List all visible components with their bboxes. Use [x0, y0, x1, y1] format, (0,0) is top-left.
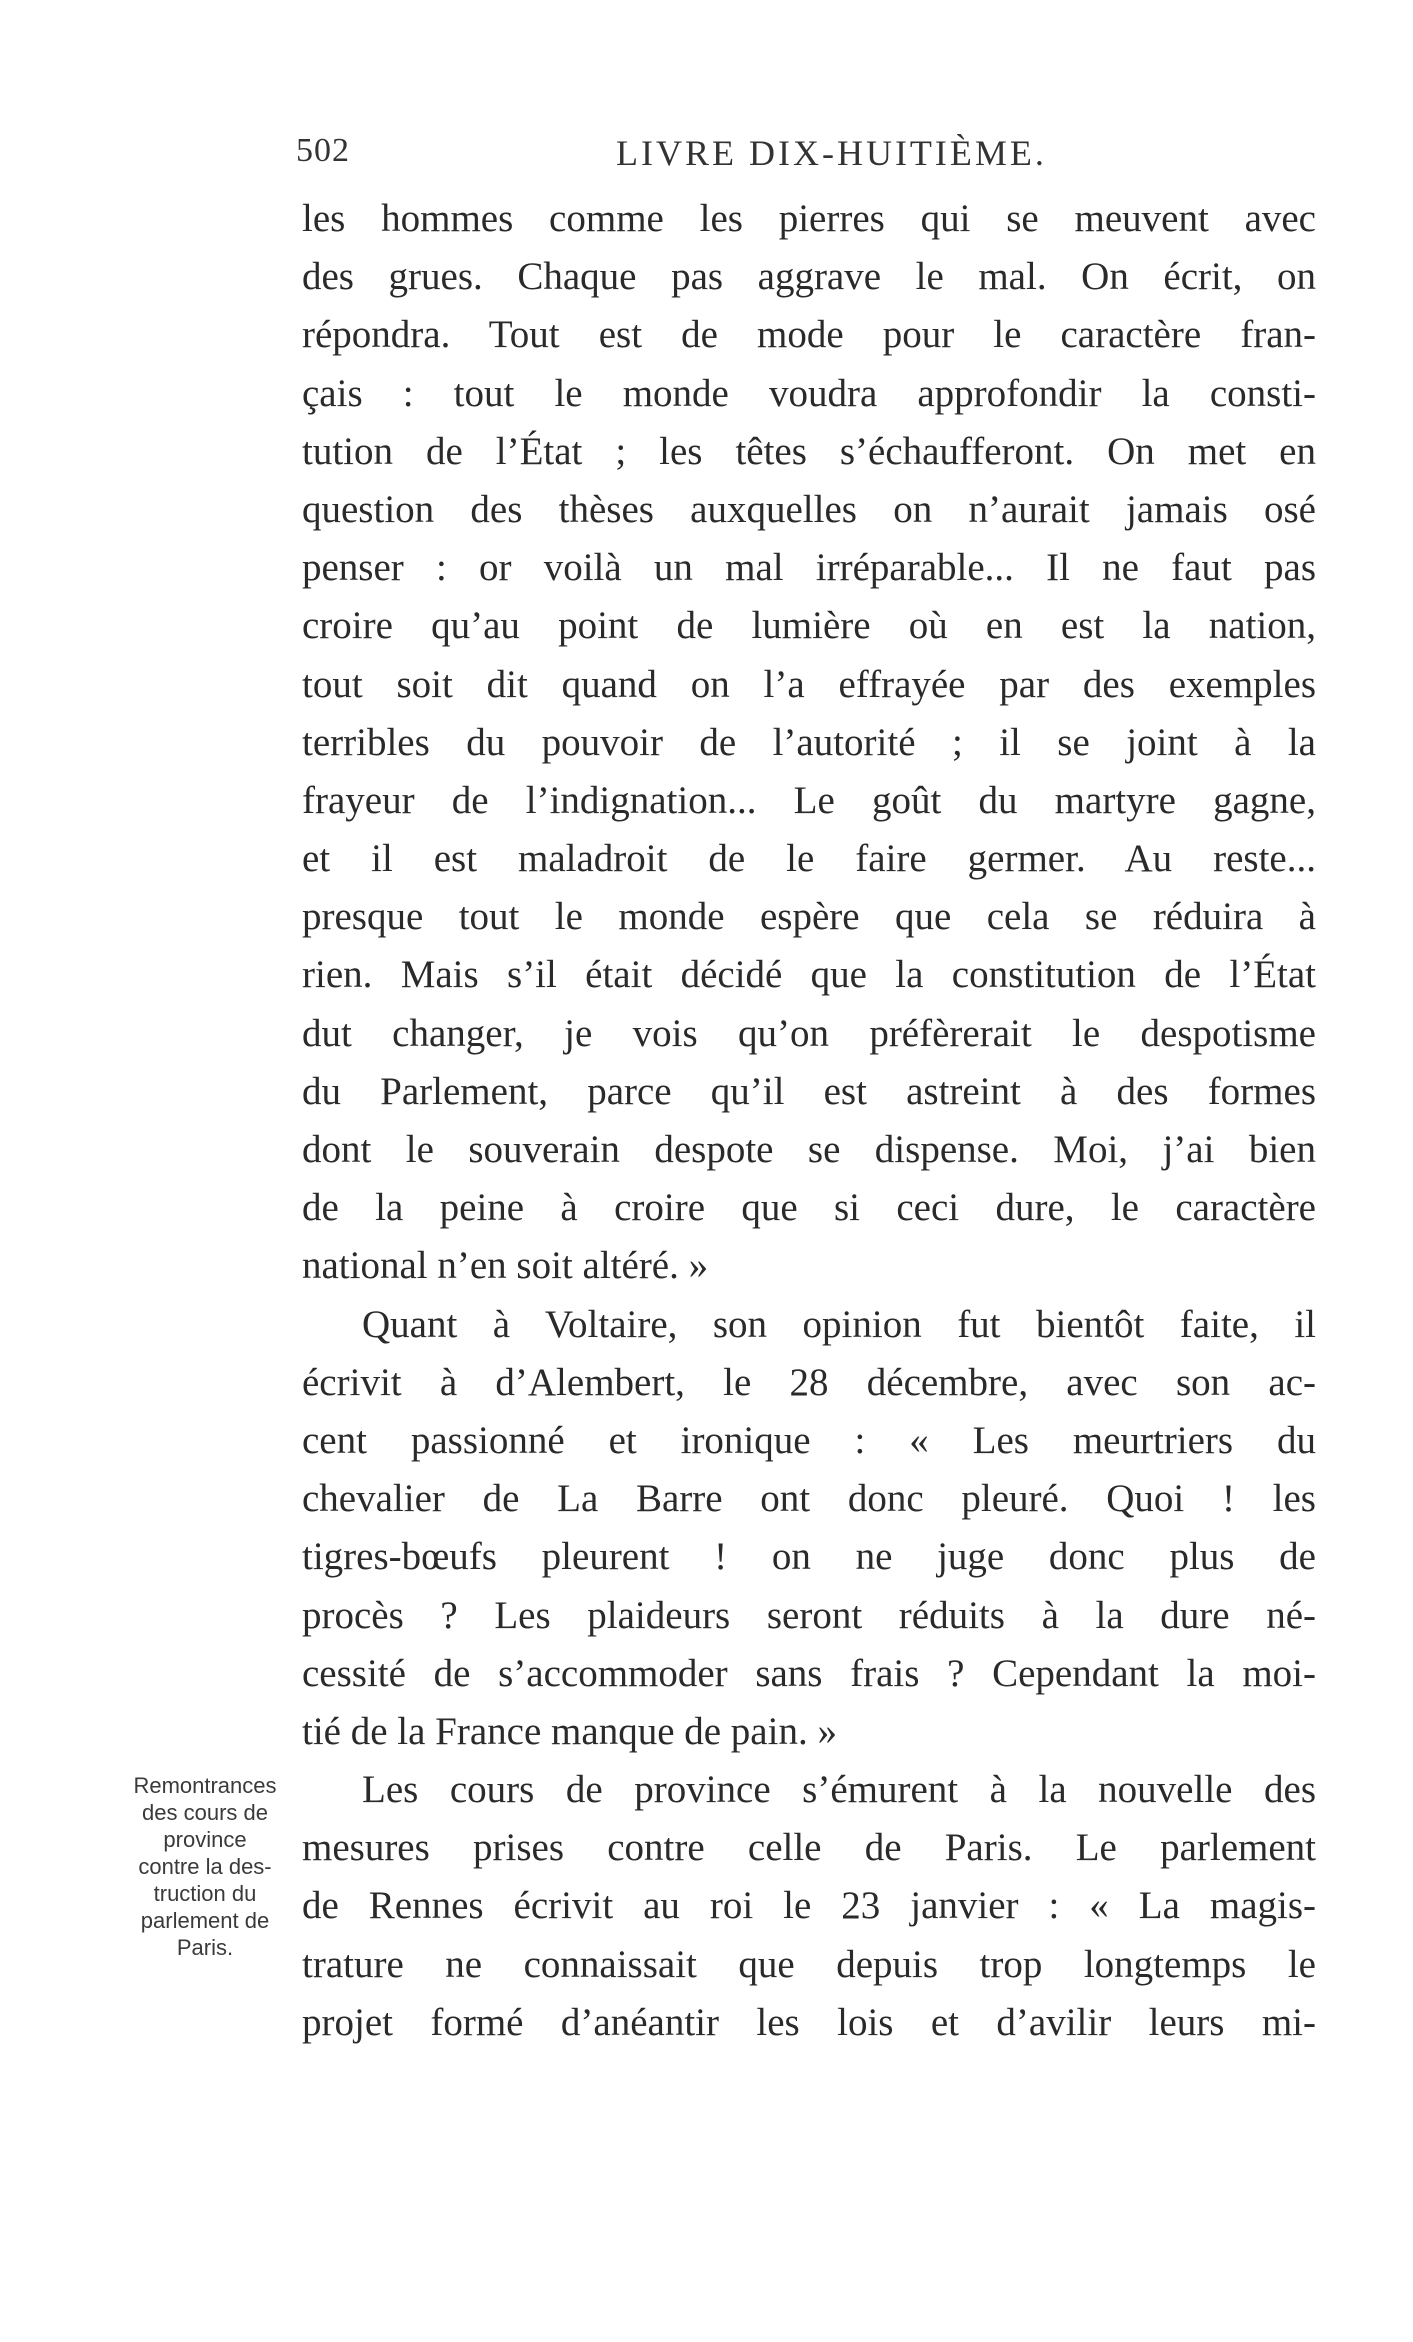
text-line: écrivit à d’Alembert, le 28 décembre, avec son ac- [302, 1360, 1316, 1404]
text-line: tigres-bœufs pleurent ! on ne juge donc plus de [302, 1535, 1316, 1579]
text-line: de la peine à croire que si ceci dure, le caractère [302, 1186, 1316, 1230]
text-line: mesures prises contre celle de Paris. Le parlement [302, 1826, 1316, 1870]
text-line: trature ne connaissait que depuis trop longtemps le [302, 1942, 1316, 1986]
text-line: tout soit dit quand on l’a effrayée par des exemples [302, 662, 1316, 706]
text-line: Quant à Voltaire, son opinion fut bientôt faite, il [362, 1302, 1316, 1346]
text-line: cessité de s’accommoder sans frais ? Cependant la moi- [302, 1651, 1316, 1695]
text-line: de Rennes écrivit au roi le 23 janvier : « La magis- [302, 1884, 1316, 1928]
text-line: frayeur de l’indignation... Le goût du martyre gagne, [302, 778, 1316, 822]
text-line: terribles du pouvoir de l’autorité ; il se joint à la [302, 720, 1316, 764]
text-line: tution de l’État ; les têtes s’échaufferont. On met en [302, 429, 1316, 473]
text-line: çais : tout le monde voudra approfondir la consti- [302, 371, 1316, 415]
page-number: 502 [296, 132, 350, 169]
text-line: cent passionné et ironique : « Les meurtriers du [302, 1418, 1316, 1462]
marginal-note-line: des cours de [142, 1800, 268, 1825]
text-line: les hommes comme les pierres qui se meuvent avec [302, 197, 1316, 240]
text-line: et il est maladroit de le faire germer. Au reste... [302, 837, 1316, 881]
marginal-note-line: Remontrances [133, 1773, 277, 1798]
marginal-note-line: Paris. [176, 1935, 234, 1960]
text-line: penser : or voilà un mal irréparable... Il ne faut pas [302, 546, 1316, 590]
text-line: chevalier de La Barre ont donc pleuré. Quoi ! les [302, 1477, 1316, 1521]
running-title: LIVRE DIX-HUITIÈME. [616, 133, 1047, 173]
text-line: dut changer, je vois qu’on préfèrerait le despotisme [302, 1011, 1316, 1055]
text-line: du Parlement, parce qu’il est astreint à des formes [302, 1069, 1316, 1113]
marginal-note-line: contre la des- [138, 1854, 272, 1879]
marginal-note-line: truction du [153, 1881, 257, 1906]
body-text [302, 190, 1316, 2052]
text-line: national n’en soit altéré. » [302, 1244, 709, 1288]
text-line: rien. Mais s’il était décidé que la constitution de l’État [302, 953, 1316, 997]
text-line: projet formé d’anéantir les lois et d’avilir leurs mi- [302, 2000, 1316, 2044]
marginal-note [110, 1772, 300, 1961]
text-line: question des thèses auxquelles on n’aurait jamais osé [302, 487, 1316, 531]
text-line: répondra. Tout est de mode pour le caractère fran- [302, 313, 1316, 357]
text-line: des grues. Chaque pas aggrave le mal. On écrit, on [302, 255, 1316, 299]
text-line: Les cours de province s’émurent à la nouvelle des [362, 1768, 1316, 1812]
text-line: presque tout le monde espère que cela se réduira à [302, 895, 1316, 939]
marginal-note-line: parlement de [140, 1908, 270, 1933]
text-line: tié de la France manque de pain. » [302, 1709, 837, 1753]
page-header [296, 132, 1318, 172]
text-line: croire qu’au point de lumière où en est la nation, [302, 604, 1316, 648]
text-line: dont le souverain despote se dispense. Moi, j’ai bien [302, 1128, 1316, 1171]
text-line: procès ? Les plaideurs seront réduits à la dure né- [302, 1593, 1316, 1637]
marginal-note-line: province [163, 1827, 247, 1852]
